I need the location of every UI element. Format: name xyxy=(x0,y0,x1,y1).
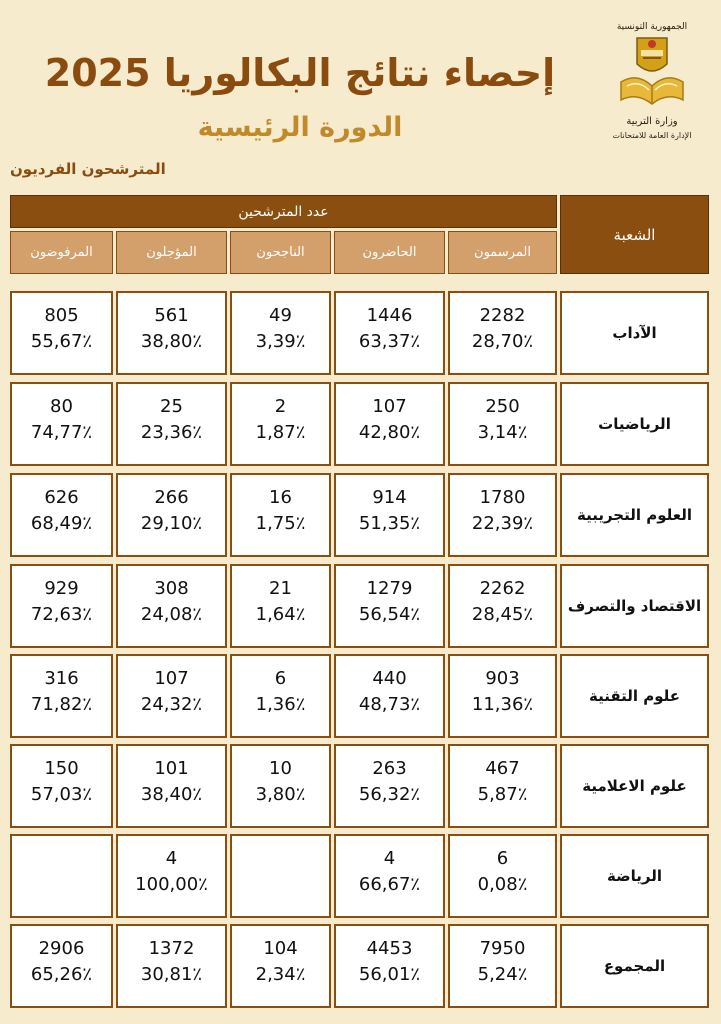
row-label: الرياضيات xyxy=(560,382,709,466)
table-cell-passed xyxy=(230,473,331,557)
table-cell-deferred xyxy=(116,654,227,738)
cell-count: 4 xyxy=(383,848,396,869)
cell-percent: 0,08٪ xyxy=(477,874,528,895)
branch-header: الشعبة xyxy=(560,195,709,274)
cell-count: 561 xyxy=(154,305,189,326)
table-cell-present xyxy=(334,924,445,1008)
cell-count: 263 xyxy=(372,758,407,779)
cell-percent: 51,35٪ xyxy=(358,513,421,534)
cell-count: 25 xyxy=(160,396,183,417)
table-cell-present xyxy=(334,473,445,557)
cell-percent: 38,40٪ xyxy=(140,784,203,805)
col-header-present: الحاضرون xyxy=(334,231,445,274)
cell-count: 107 xyxy=(372,396,407,417)
cell-count: 1780 xyxy=(479,487,526,508)
cell-count: 4 xyxy=(165,848,178,869)
table-cell-deferred xyxy=(116,744,227,828)
table-cell-registered xyxy=(448,382,557,466)
cell-percent: 3,80٪ xyxy=(255,784,306,805)
cell-percent: 1,75٪ xyxy=(255,513,306,534)
cell-percent: 24,08٪ xyxy=(140,604,203,625)
cell-percent: 2,34٪ xyxy=(255,964,306,985)
cell-count: 467 xyxy=(485,758,520,779)
table-cell-deferred xyxy=(116,473,227,557)
emblem-book-icon xyxy=(617,34,687,114)
cell-percent: 30,81٪ xyxy=(140,964,203,985)
table-cell-registered xyxy=(448,564,557,648)
cell-percent: 1,87٪ xyxy=(255,422,306,443)
cell-percent: 28,45٪ xyxy=(471,604,534,625)
cell-count: 266 xyxy=(154,487,189,508)
cell-count: 929 xyxy=(44,578,79,599)
cell-percent: 55,67٪ xyxy=(30,331,93,352)
cell-count: 316 xyxy=(44,668,79,689)
cell-percent: 1,36٪ xyxy=(255,694,306,715)
table-cell-rejected xyxy=(10,473,113,557)
cell-count: 626 xyxy=(44,487,79,508)
cell-percent: 56,01٪ xyxy=(358,964,421,985)
cell-count: 80 xyxy=(50,396,73,417)
cell-count: 250 xyxy=(485,396,520,417)
cell-count: 2906 xyxy=(38,938,85,959)
table-cell-rejected xyxy=(10,382,113,466)
cell-percent: 66,67٪ xyxy=(358,874,421,895)
cell-count: 21 xyxy=(269,578,292,599)
table-cell-deferred xyxy=(116,291,227,375)
cell-count: 1446 xyxy=(366,305,413,326)
row-label: العلوم التجريبية xyxy=(560,473,709,557)
cell-percent: 22,39٪ xyxy=(471,513,534,534)
table-cell-deferred xyxy=(116,924,227,1008)
table-cell-present xyxy=(334,291,445,375)
cell-count: 805 xyxy=(44,305,79,326)
logo-top-text: الجمهورية التونسية xyxy=(616,22,688,32)
table-cell-rejected xyxy=(10,291,113,375)
cell-percent: 56,54٪ xyxy=(358,604,421,625)
table-cell-registered xyxy=(448,744,557,828)
table-cell-present xyxy=(334,382,445,466)
col-header-deferred: المؤجلون xyxy=(116,231,227,274)
table-cell-rejected xyxy=(10,654,113,738)
cell-percent: 24,32٪ xyxy=(140,694,203,715)
cell-percent: 68,49٪ xyxy=(30,513,93,534)
table-cell-rejected xyxy=(10,924,113,1008)
row-label: علوم التقنية xyxy=(560,654,709,738)
row-label: الرياضة xyxy=(560,834,709,918)
cell-count: 914 xyxy=(372,487,407,508)
cell-count: 1372 xyxy=(148,938,195,959)
cell-percent: 5,87٪ xyxy=(477,784,528,805)
table-cell-registered xyxy=(448,473,557,557)
table-cell-deferred xyxy=(116,834,227,918)
cell-percent: 29,10٪ xyxy=(140,513,203,534)
cell-count: 7950 xyxy=(479,938,526,959)
logo-ministry-text: وزارة التربية xyxy=(626,116,678,127)
table-cell-registered xyxy=(448,924,557,1008)
cell-percent: 74,77٪ xyxy=(30,422,93,443)
section-label: المترشحون الفرديون xyxy=(10,160,166,178)
cell-count: 104 xyxy=(263,938,298,959)
cell-count: 903 xyxy=(485,668,520,689)
col-header-rejected: المرفوضون xyxy=(10,231,113,274)
table-cell-passed xyxy=(230,564,331,648)
table-cell-deferred xyxy=(116,382,227,466)
table-cell-present xyxy=(334,654,445,738)
row-label: الآداب xyxy=(560,291,709,375)
page-subtitle: الدورة الرئيسية xyxy=(197,112,403,143)
cell-percent: 42,80٪ xyxy=(358,422,421,443)
cell-percent: 72,63٪ xyxy=(30,604,93,625)
table-cell-passed xyxy=(230,382,331,466)
table-cell-registered xyxy=(448,834,557,918)
table-cell-passed xyxy=(230,744,331,828)
table-cell-passed xyxy=(230,834,331,918)
cell-count: 101 xyxy=(154,758,189,779)
cell-percent: 65,26٪ xyxy=(30,964,93,985)
cell-count: 49 xyxy=(269,305,292,326)
row-label: علوم الاعلامية xyxy=(560,744,709,828)
table-cell-registered xyxy=(448,291,557,375)
table-cell-passed xyxy=(230,654,331,738)
table-cell-registered xyxy=(448,654,557,738)
cell-percent: 63,37٪ xyxy=(358,331,421,352)
cell-count: 10 xyxy=(269,758,292,779)
cell-count: 150 xyxy=(44,758,79,779)
cell-count: 4453 xyxy=(366,938,413,959)
cell-count: 16 xyxy=(269,487,292,508)
cell-count: 1279 xyxy=(366,578,413,599)
table-cell-present xyxy=(334,744,445,828)
col-header-registered: المرسمون xyxy=(448,231,557,274)
row-label: المجموع xyxy=(560,924,709,1008)
candidates-group-header: عدد المترشحين xyxy=(10,195,557,228)
ministry-logo xyxy=(602,20,702,170)
cell-percent: 38,80٪ xyxy=(140,331,203,352)
cell-count: 6 xyxy=(496,848,509,869)
cell-percent: 57,03٪ xyxy=(30,784,93,805)
cell-count: 2282 xyxy=(479,305,526,326)
table-cell-passed xyxy=(230,924,331,1008)
cell-percent: 28,70٪ xyxy=(471,331,534,352)
col-header-passed: الناجحون xyxy=(230,231,331,274)
cell-percent: 71,82٪ xyxy=(30,694,93,715)
cell-percent: 3,39٪ xyxy=(255,331,306,352)
table-cell-present xyxy=(334,564,445,648)
cell-percent: 56,32٪ xyxy=(358,784,421,805)
page-title: إحصاء نتائج البكالوريا 2025 xyxy=(44,51,556,95)
cell-percent: 1,64٪ xyxy=(255,604,306,625)
cell-count: 2262 xyxy=(479,578,526,599)
table-cell-passed xyxy=(230,291,331,375)
cell-percent: 3,14٪ xyxy=(477,422,528,443)
cell-count: 308 xyxy=(154,578,189,599)
table-cell-rejected xyxy=(10,744,113,828)
table-cell-deferred xyxy=(116,564,227,648)
table-cell-rejected xyxy=(10,834,113,918)
cell-count: 107 xyxy=(154,668,189,689)
table-cell-present xyxy=(334,834,445,918)
table-cell-rejected xyxy=(10,564,113,648)
cell-percent: 100,00٪ xyxy=(135,874,208,895)
cell-count: 2 xyxy=(274,396,287,417)
cell-percent: 48,73٪ xyxy=(358,694,421,715)
cell-count: 440 xyxy=(372,668,407,689)
cell-percent: 5,24٪ xyxy=(477,964,528,985)
logo-department-text: الإدارة العامة للامتحانات xyxy=(612,131,692,140)
cell-percent: 11,36٪ xyxy=(471,694,534,715)
row-label: الاقتصاد والتصرف xyxy=(560,564,709,648)
cell-count: 6 xyxy=(274,668,287,689)
cell-percent: 23,36٪ xyxy=(140,422,203,443)
